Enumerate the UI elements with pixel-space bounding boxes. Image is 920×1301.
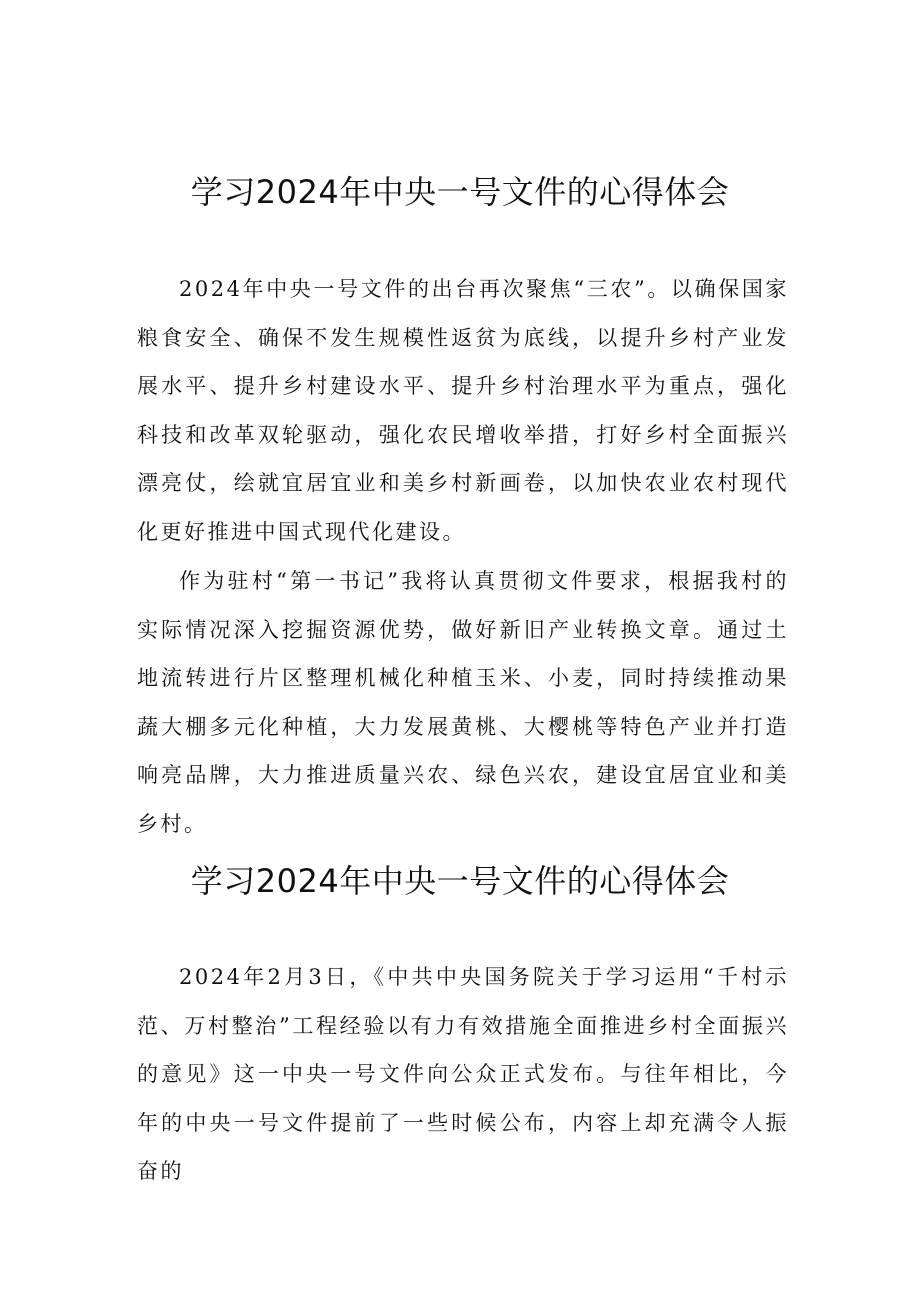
body-paragraph: 2024年2月3日，《中共中央国务院关于学习运用“千村示范、万村整治”工程经验以有力有效措施全面推进乡村全面振兴的意见》这一中央一号文件向公众正式发布。与往年相比，今年的中央一号文件提前了一些时候公布，内容上却充满令人振奋的 <box>137 965 789 1184</box>
body-paragraph: 作为驻村“第一书记”我将认真贯彻文件要求，根据我村的实际情况深入挖掘资源优势，做好新旧产业转换文章。通过土地流转进行片区整理机械化种植玉米、小麦，同时持续推动果蔬大棚多元化种植，大力发展黄桃、大樱桃等特色产业并打造响亮品牌，大力推进质量兴农、绿色兴农，建设宜居宜业和美乡村。 <box>137 569 789 836</box>
body-paragraph: 2024年中央一号文件的出台再次聚焦“三农”。以确保国家粮食安全、确保不发生规模性返贫为底线，以提升乡村产业发展水平、提升乡村建设水平、提升乡村治理水平为重点，强化科技和改革双轮驱动，强化农民增收举措，打好乡村全面振兴漂亮仗，绘就宜居宜业和美乡村新画卷，以加快农业农村现代化更好推进中国式现代化建设。 <box>137 277 789 544</box>
section-title: 学习2024年中央一号文件的心得体会 <box>190 173 730 211</box>
section-title: 学习2024年中央一号文件的心得体会 <box>190 862 730 900</box>
